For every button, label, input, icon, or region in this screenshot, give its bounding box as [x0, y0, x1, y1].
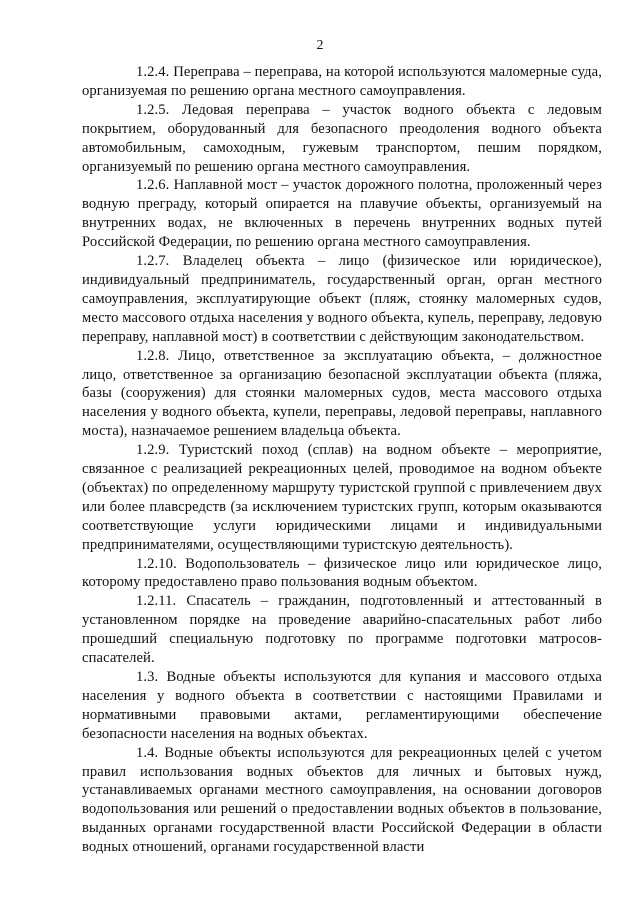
page-number: 2 [316, 38, 324, 53]
paragraph-1-2-6: 1.2.6. Наплавной мост – участок дорожного полотна, проложенный через водную преграду, который опирается на плавучие объекты, организуемый на внутренних водах, не включенных в перечень внутренних водных путей Российской Федерации, по решению органа местного самоуправления. [82, 177, 602, 251]
paragraph-1-2-5: 1.2.5. Ледовая переправа – участок водного объекта с ледовым покрытием, оборудованный для безопасного преодоления водного объекта автомобильным, самоходным, гужевым транспортом, пешим порядком, организуемый по решению органа местного самоуправления. [82, 101, 602, 175]
paragraph-1-2-8: 1.2.8. Лицо, ответственное за эксплуатацию объекта, – должностное лицо, ответственное за организацию безопасной эксплуатации объекта (пляжа, базы (сооружения) для стоянки маломерных судов, места массового отдыха населения у водного объекта, купели, переправы, ледовой переправы, наплавного моста), назначаемое решением владельца объекта. [82, 347, 602, 440]
paragraph-1-4: 1.4. Водные объекты используются для рекреационных целей с учетом правил использования водных объектов для личных и бытовых нужд, устанавливаемых органами местного самоуправления, на основании договоров водопользования или решений о предоставлении водных объектов в пользование, выданных органами государственной власти Российской Федерации в области водных отношений, органами государственной власти [82, 744, 602, 856]
paragraph-1-2-9: 1.2.9. Туристский поход (сплав) на водном объекте – мероприятие, связанное с реализацией рекреационных целей, проводимое на водном объекте (объектах) по определенному маршруту туристской группой с привлечением двух или более плавсредств (за исключением туристских групп, которым оказываются соответствующие услуги юридическими лицами и индивидуальными предпринимателями, осуществляющими туристскую деятельность). [82, 442, 602, 553]
paragraph-1-2-7: 1.2.7. Владелец объекта – лицо (физическое или юридическое), индивидуальный предприниматель, государственный орган, орган местного самоуправления, эксплуатирующие объект (пляж, стоянку маломерных судов, место массового отдыха населения у водного объекта, купель, переправу, ледовую переправу, наплавной мост) в соответствии с действующим законодательством. [82, 253, 602, 345]
paragraph-1-3: 1.3. Водные объекты используются для купания и массового отдыха населения у водного объекта в соответствии с настоящими Правилами и нормативными правовыми актами, регламентирующими обеспечение безопасности населения на водных объектах. [82, 669, 602, 742]
document-body [82, 63, 602, 857]
paragraph-1-2-4: 1.2.4. Переправа – переправа, на которой используются маломерные суда, организуемая по решению органа местного самоуправления. [82, 64, 602, 99]
paragraph-1-2-10: 1.2.10. Водопользователь – физическое лицо или юридическое лицо, которому предоставлено право пользования водным объектом. [82, 555, 602, 591]
paragraph-1-2-11: 1.2.11. Спасатель – гражданин, подготовленный и аттестованный в установленном порядке на проведение аварийно-спасательных работ либо прошедший специальную подготовку по программе подготовки матросов-спасателей. [82, 593, 602, 667]
